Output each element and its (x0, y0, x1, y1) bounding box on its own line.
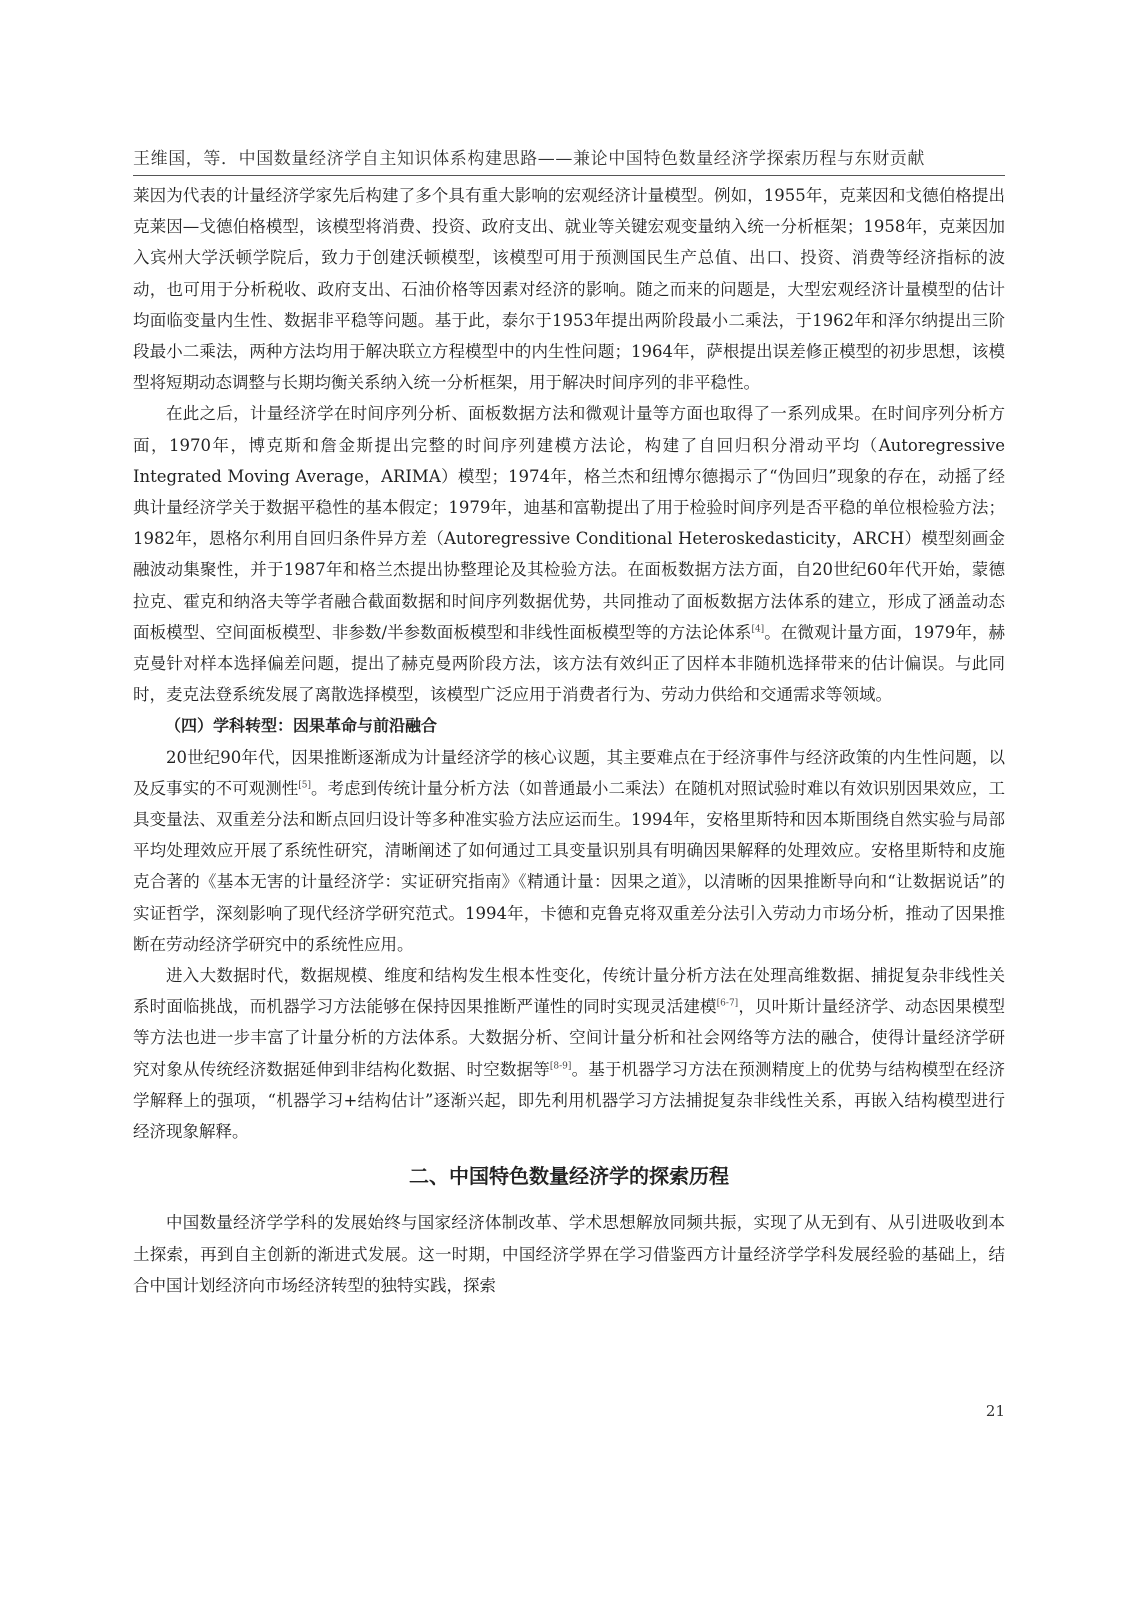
subsection-heading: （四）学科转型：因果革命与前沿融合 (165, 716, 438, 736)
paragraph-text: ，贝叶斯计量经济学、动态因果模型等方法也进一步丰富了计量分析的方法体系。大数据分析、空间计量分析和社会网络等方法的融合，使得计量经济学研究对象从传统经济数据延伸到非结构化数据、时空数据等 (133, 997, 1006, 1079)
section-heading: 二、中国特色数量经济学的探索历程 (409, 1164, 729, 1189)
paragraph-text: 20世纪90年代，因果推断逐渐成为计量经济学的核心议题，其主要难点在于经济事件与经济政策的内生性问题，以及反事实的不可观测性 (133, 747, 1005, 798)
paragraph-text: 。考虑到传统计量分析方法（如普通最小二乘法）在随机对照试验时难以有效识别因果效应，工具变量法、双重差分法和断点回归设计等多种准实验方法应运而生。1994年，安格里斯特和因本斯围绕自然实验与局部平均处理效应开展了系统性研究，清晰阐述了如何通过工具变量识别具有明确因果解释的处理效应。安格里斯特和皮施克合著的《基本无害的计量经济学：实证研究指南》《精通计量：因果之道》，以清晰的因果推断导向和“让数据说话”的实证哲学，深刻影响了现代经济学研究范式。1994年，卡德和克鲁克将双重差分法引入劳动力市场分析，推动了因果推断在劳动经济学研究中的系统性应用。 (133, 778, 1006, 954)
citation-reference[interactable]: [6-7] (716, 998, 739, 1009)
running-header: 王维国，等．中国数量经济学自主知识体系构建思路——兼论中国特色数量经济学探索历程与东财贡献 (133, 144, 1005, 176)
body-paragraph (133, 398, 1005, 710)
paragraph-text: 在此之后，计量经济学在时间序列分析、面板数据方法和微观计量等方面也取得了一系列成果。在时间序列分析方面，1970年，博克斯和詹金斯提出完整的时间序列建模方法论，构建了自回归积分滑动平均（Autoregressive Integrated Moving Average，ARIMA）模型；1974年，格兰杰和纽博尔德揭示了“伪回归”现象的存在，动摇了经典计量经济学关于数据平稳性的基本假定；1979年，迪基和富勒提出了用于检验时间序列是否平稳的单位根检验方法；1982年，恩格尔利用自回归条件异方差（Autoregressive Conditional Heteroskedasticity，ARCH）模型刻画金融波动集聚性，并于1987年和格兰杰提出协整理论及其检验方法。在面板数据方法方面，自20世纪60年代开始，蒙德拉克、霍克和纳洛夫等学者融合截面数据和时间序列数据优势，共同推动了面板数据方法体系的建立，形成了涵盖动态面板模型、空间面板模型、非参数/半参数面板模型和非线性面板模型等的方法论体系 (133, 404, 1005, 642)
citation-reference[interactable]: [5] (298, 780, 311, 791)
paragraph-text: 。基于机器学习方法在预测精度上的优势与结构模型在经济学解释上的强项，“机器学习+结构估计”逐渐兴起，即先利用机器学习方法捕捉复杂非线性关系，再嵌入结构模型进行经济现象解释。 (133, 1059, 1006, 1142)
article-body (133, 180, 1005, 1301)
page-number: 21 (985, 1402, 1005, 1420)
paragraph-text: 进入大数据时代，数据规模、维度和结构发生根本性变化，传统计量分析方法在处理高维数据、捕捉复杂非线性关系时面临挑战，而机器学习方法能够在保持因果推断严谨性的同时实现灵活建模 (133, 966, 1005, 1017)
body-paragraph: 莱因为代表的计量经济学家先后构建了多个具有重大影响的宏观经济计量模型。例如，1955年，克莱因和戈德伯格提出克莱因—戈德伯格模型，该模型将消费、投资、政府支出、就业等关键宏观变量纳入统一分析框架；1958年，克莱因加入宾州大学沃顿学院后，致力于创建沃顿模型，该模型可用于预测国民生产总值、出口、投资、消费等经济指标的波动，也可用于分析税收、政府支出、石油价格等因素对经济的影响。随之而来的问题是，大型宏观经济计量模型的估计均面临变量内生性、数据非平稳等问题。基于此，泰尔于1953年提出两阶段最小二乘法，于1962年和泽尔纳提出三阶段最小二乘法，两种方法均用于解决联立方程模型中的内生性问题；1964年，萨根提出误差修正模型的初步思想，该模型将短期动态调整与长期均衡关系纳入统一分析框架，用于解决时间序列的非平稳性。 (133, 186, 1005, 393)
paragraph-text: 。在微观计量方面，1979年，赫克曼针对样本选择偏差问题，提出了赫克曼两阶段方法，该方法有效纠正了因样本非随机选择带来的估计偏误。与此同时，麦克法登系统发展了离散选择模型，该模型广泛应用于消费者行为、劳动力供给和交通需求等领域。 (133, 622, 1005, 705)
body-paragraph: 中国数量经济学学科的发展始终与国家经济体制改革、学术思想解放同频共振，实现了从无到有、从引进吸收到本土探索，再到自主创新的渐进式发展。这一时期，中国经济学界在学习借鉴西方计量经济学学科发展经验的基础上，结合中国计划经济向市场经济转型的独特实践，探索 (133, 1213, 1005, 1295)
body-paragraph (133, 742, 1005, 960)
citation-reference[interactable]: [4] (751, 624, 765, 635)
body-paragraph (133, 960, 1005, 1147)
citation-reference[interactable]: [8-9] (549, 1061, 572, 1072)
